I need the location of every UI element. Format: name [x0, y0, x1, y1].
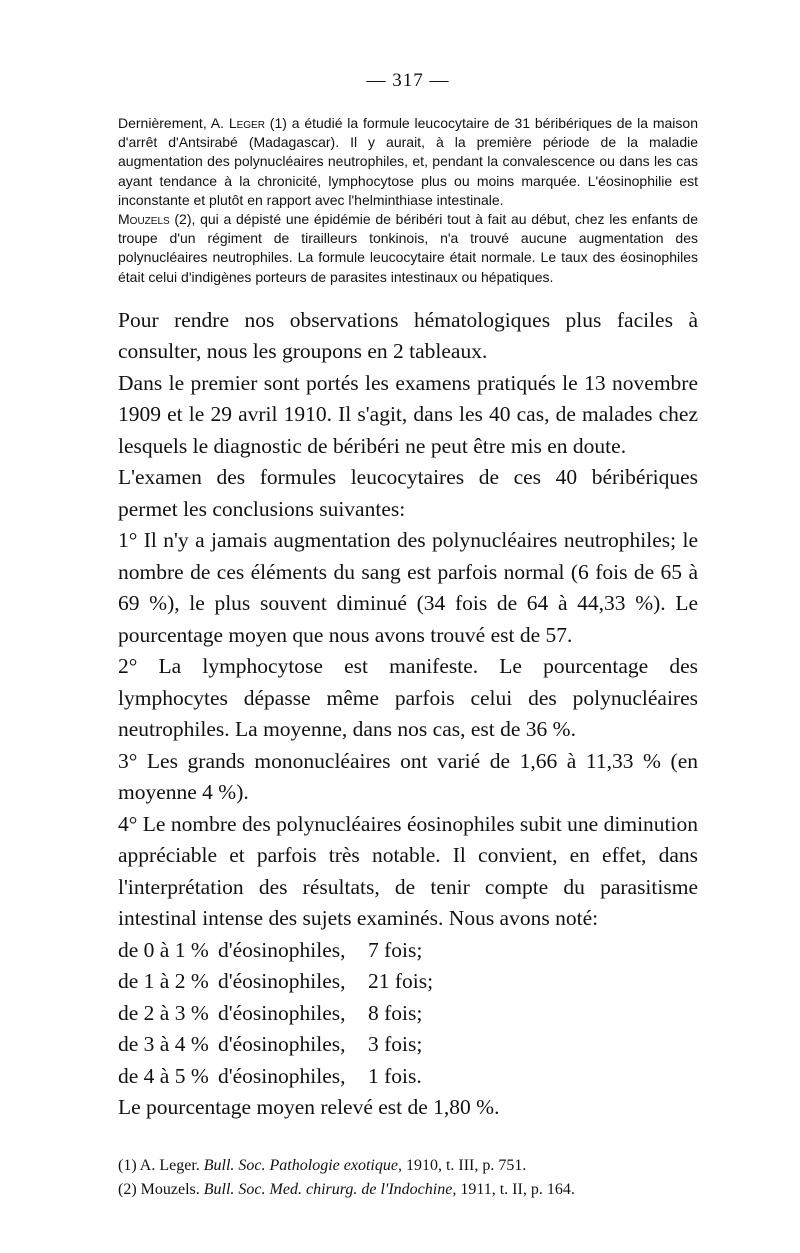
eos-range: de 4 à 5 % [118, 1063, 209, 1088]
body-paragraph-2: Dans le premier sont portés les examens pratiqués le 13 novembre 1909 et le 29 avril 1910. Il s'agit, dans les 40 cas, de malades chez lesquels le diagnostic de béribéri ne peut être mis en doute. [118, 370, 698, 458]
eos-label: d'éosinophiles, [218, 1032, 346, 1057]
intro-paragraph-leger [118, 114, 698, 210]
eos-count: 1 fois. [368, 1063, 422, 1088]
intro-paragraph-mouzels [118, 210, 698, 287]
conclusion-4: 4° Le nombre des polynucléaires éosinophiles subit une diminution appréciable et parfois très notable. Il convient, en effet, dans l'interprétation des résultats, de tenir compte du parasitisme intestinal intense des sujets examinés. Nous avons noté: [118, 811, 698, 931]
list-item [118, 1029, 698, 1061]
intro-leger-text: (1) a étudié la formule leucocytaire de 31 béribériques de la maison d'arrêt d'Antsirabé (Madagascar). Il y aurait, à la première période de la maladie augmentation des polynucléaires neutrophiles, et, pendant la convalescence ou dans les cas ayant tendance à la chronicité, lymphocytose plus ou moins marquée. L'éosinophilie est inconstante et plutôt en rapport avec l'helminthiase intestinale. [118, 115, 698, 208]
page-number: — 317 — [366, 70, 450, 91]
eos-range: de 0 à 1 % [118, 937, 209, 962]
list-item [118, 1061, 698, 1093]
document-page [118, 70, 698, 1202]
eos-range: de 1 à 2 % [118, 969, 209, 994]
conclusion-3: 3° Les grands mononucléaires ont varié de 1,66 à 11,33 % (en moyenne 4 %). [118, 748, 698, 805]
eos-label: d'éosinophiles, [218, 969, 346, 994]
footnote-2-author: Mouzels. [140, 1180, 204, 1198]
eos-count: 8 fois; [368, 1000, 423, 1025]
footnote-1-ref: 1910, t. III, p. 751. [401, 1156, 527, 1174]
footnote-1 [118, 1154, 698, 1178]
eosinophil-list [118, 935, 698, 1093]
eos-range: de 3 à 4 % [118, 1032, 209, 1057]
eos-label: d'éosinophiles, [218, 1063, 346, 1088]
eos-label: d'éosinophiles, [218, 937, 346, 962]
eos-count: 7 fois; [368, 937, 423, 962]
conclusion-2: 2° La lymphocytose est manifeste. Le pourcentage des lymphocytes dépasse même parfois celui des polynucléaires neutrophiles. La moyenne, dans nos cas, est de 36 %. [118, 654, 698, 742]
footnote-2-number: (2) [118, 1180, 141, 1198]
body-paragraph-1: Pour rendre nos observations hématologiques plus faciles à consulter, nous les groupons en 2 tableaux. [118, 307, 698, 364]
author-mouzels: Mouzels [118, 211, 170, 228]
list-item [118, 935, 698, 967]
footnote-1-journal: Bull. Soc. Pathologie exotique, [203, 1156, 402, 1174]
eos-range: de 2 à 3 % [118, 1000, 209, 1025]
intro-lead: Dernièrement, A. [118, 115, 229, 131]
eos-count: 21 fois; [368, 969, 434, 994]
author-leger: Leger [228, 115, 265, 131]
footnote-1-author: A. Leger. [139, 1156, 204, 1174]
mean-eosinophil-sentence: Le pourcentage moyen relevé est de 1,80 %. [118, 1095, 500, 1120]
intro-mouzels-text: (2), qui a dépisté une épidémie de béribéri tout à fait au début, chez les enfants de troupe d'un régiment de tirailleurs tonkinois, n'a trouvé aucune augmentation des polynucléaires neutrophiles. La formule leucocytaire était normale. Le taux des éosinophiles était celui d'indigènes porteurs de parasites intestinaux ou hépatiques. [118, 211, 698, 285]
list-item [118, 966, 698, 998]
footnotes [118, 1154, 698, 1202]
footnote-1-number: (1) [118, 1156, 140, 1174]
footnote-2 [118, 1178, 698, 1202]
list-item [118, 998, 698, 1030]
footnote-2-ref: 1911, t. II, p. 164. [456, 1180, 575, 1198]
footnote-2-journal: Bull. Soc. Med. chirurg. de l'Indochine, [203, 1180, 457, 1198]
eos-label: d'éosinophiles, [218, 1000, 346, 1025]
conclusion-1: 1° Il n'y a jamais augmentation des polynucléaires neutrophiles; le nombre de ces éléments du sang est parfois normal (6 fois de 65 à 69 %), le plus souvent diminué (34 fois de 64 à 44,33 %). Le pourcentage moyen que nous avons trouvé est de 57. [118, 528, 698, 647]
body-paragraph-3: L'examen des formules leucocytaires de ces 40 béribériques permet les conclusions suivantes: [118, 465, 698, 521]
eos-count: 3 fois; [368, 1032, 423, 1057]
